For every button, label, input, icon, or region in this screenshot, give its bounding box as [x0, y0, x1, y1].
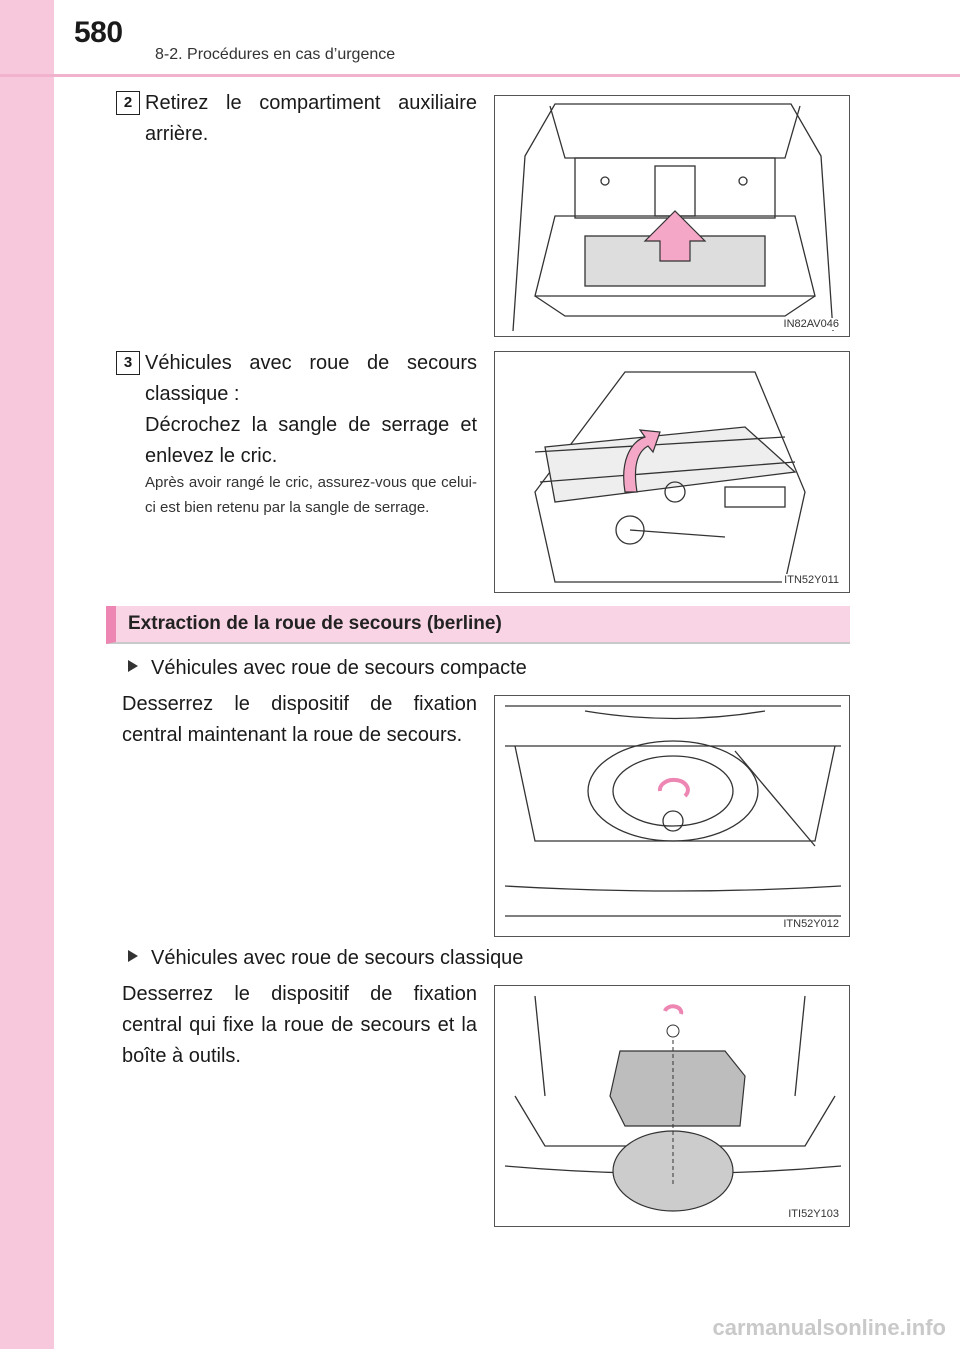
step-number-2: 2: [116, 91, 140, 115]
jack-illustration: [495, 352, 850, 593]
figure-code: IN82AV046: [783, 318, 839, 330]
section-header-title: 8-2. Procédures en cas d’urgence: [155, 46, 396, 63]
step-number-3: 3: [116, 351, 140, 375]
step-2-text: Retirez le compartiment auxiliaire arrière.: [145, 92, 477, 145]
figure-code: ITI52Y103: [788, 1208, 839, 1220]
classic-spare-illustration: [495, 986, 850, 1227]
bullet-classic-spare: [128, 944, 523, 972]
compact-spare-illustration: [495, 696, 850, 937]
bullet-compact-spare: [128, 654, 527, 682]
section-heading: Extraction de la roue de secours (berline): [128, 613, 502, 634]
subsection-1-text: Desserrez le dispositif de fixation central maintenant la roue de secours.: [122, 693, 477, 746]
footer-watermark: carmanualsonline.info: [712, 1315, 946, 1340]
triangle-bullet-icon: [128, 950, 138, 962]
figure-classic-spare: [494, 985, 850, 1227]
figure-code: ITN52Y012: [783, 918, 839, 930]
rear-compartment-illustration: [495, 96, 850, 337]
subsection-2-text: Desserrez le dispositif de fixation central qui fixe la roue de secours et la boîte à outils.: [122, 983, 477, 1067]
figure-code: ITN52Y011: [784, 574, 839, 586]
figure-compact-spare: [494, 695, 850, 937]
step-3-note: Après avoir rangé le cric, assurez-vous que celui-ci est bien retenu par la sangle de serrage.: [145, 474, 477, 516]
side-color-band: [0, 0, 54, 1349]
step-3-text-line2: Décrochez la sangle de serrage et enlevez le cric.: [145, 414, 477, 467]
step-3-text-line1: Véhicules avec roue de secours classique :: [145, 352, 477, 405]
section-heading-bar: [106, 606, 850, 644]
header-rule: [0, 74, 960, 77]
triangle-bullet-icon: [128, 660, 138, 672]
bullet-label: Véhicules avec roue de secours compacte: [151, 657, 527, 679]
page-number: 580: [74, 16, 123, 49]
figure-rear-compartment: [494, 95, 850, 337]
bullet-label: Véhicules avec roue de secours classique: [151, 947, 524, 969]
figure-jack-removal: [494, 351, 850, 593]
